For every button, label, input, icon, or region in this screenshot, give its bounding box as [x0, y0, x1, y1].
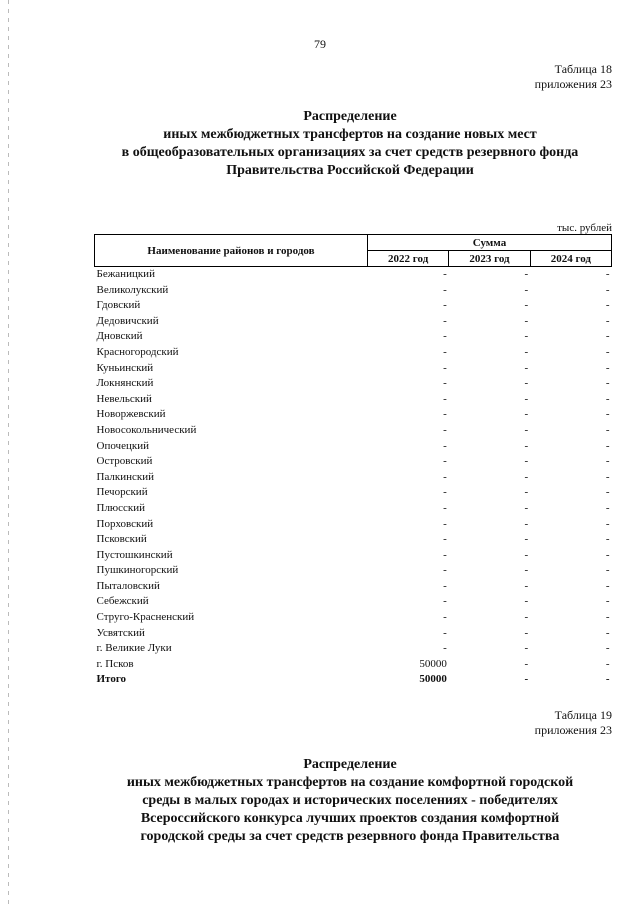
table-18-appendix: приложения 23 — [534, 77, 612, 91]
value-2023: - — [524, 377, 529, 390]
value-2023: - — [524, 330, 529, 343]
table-row — [95, 392, 612, 408]
district-name: Бежаницкий — [96, 268, 155, 280]
value-2022: - — [443, 392, 447, 405]
value-2022: - — [443, 377, 447, 390]
total-label: Итого — [96, 673, 127, 686]
value-2022: - — [443, 611, 447, 624]
value-2022: - — [443, 579, 447, 592]
district-name: г. Великие Луки — [96, 642, 172, 655]
district-name: Печорский — [96, 486, 148, 499]
value-2022: - — [443, 548, 447, 561]
table-row — [95, 548, 612, 564]
value-2023: - — [524, 673, 529, 686]
table-row — [95, 423, 612, 439]
value-2023: - — [524, 533, 529, 546]
district-name: Новосокольнический — [96, 423, 197, 436]
value-2022: - — [443, 330, 447, 343]
value-2024: - — [605, 533, 610, 546]
value-2022: - — [443, 501, 447, 514]
table-body — [95, 267, 612, 689]
district-name: Островский — [96, 455, 153, 468]
value-2024: - — [605, 283, 610, 296]
table-row — [95, 329, 612, 345]
value-2023: - — [524, 423, 529, 436]
value-2022: - — [443, 361, 447, 374]
value-2024: - — [605, 314, 610, 327]
column-header-2023: 2023 год — [449, 251, 530, 267]
value-2023: - — [524, 345, 529, 358]
value-2023: - — [524, 486, 529, 499]
value-2022: - — [443, 455, 447, 468]
table-row — [95, 376, 612, 392]
table-row — [95, 579, 612, 595]
value-2023: - — [524, 439, 529, 452]
table-19-appendix: приложения 23 — [534, 723, 612, 737]
title-line: Распределение — [303, 109, 397, 124]
table-18-reference — [535, 62, 612, 92]
table-row — [95, 532, 612, 548]
district-name: Себежский — [96, 595, 149, 608]
column-header-2022: 2022 год — [368, 251, 449, 267]
currency-unit: тыс. рублей — [557, 222, 612, 234]
value-2023: - — [524, 470, 529, 483]
value-2022: - — [443, 423, 447, 436]
value-2023: - — [524, 517, 529, 530]
value-2023: - — [524, 268, 529, 280]
table-19-reference — [535, 708, 612, 738]
value-2022: - — [443, 486, 447, 499]
district-name: г. Псков — [96, 657, 134, 670]
table-row — [95, 267, 612, 283]
value-2024: - — [605, 330, 610, 343]
value-2023: - — [524, 657, 529, 670]
value-2022: - — [443, 470, 447, 483]
value-2024: - — [605, 439, 610, 452]
value-2023: - — [524, 595, 529, 608]
value-2023: - — [524, 626, 529, 639]
title-line: Правительства Российской Федерации — [226, 163, 474, 178]
table-row — [95, 626, 612, 642]
value-2024: - — [605, 579, 610, 592]
table-row — [95, 610, 612, 626]
table-row — [95, 361, 612, 377]
page-number: 79 — [314, 37, 326, 51]
value-2024: - — [605, 611, 610, 624]
table-row — [95, 517, 612, 533]
district-name: Великолукский — [96, 283, 169, 296]
value-2024: - — [605, 673, 610, 686]
value-2022: - — [443, 439, 447, 452]
title-line: в общеобразовательных организациях за счет средств резервного фонда — [121, 145, 579, 160]
district-name: Псковский — [96, 533, 147, 546]
value-2024: - — [605, 486, 610, 499]
district-name: Опочецкий — [96, 439, 149, 452]
value-2022: - — [443, 626, 447, 639]
table-row — [95, 407, 612, 423]
value-2023: - — [524, 579, 529, 592]
value-2023: - — [524, 392, 529, 405]
total-row — [95, 672, 612, 688]
table-19-number: Таблица 19 — [554, 708, 612, 722]
table-row — [95, 501, 612, 517]
district-name: Усвятский — [96, 626, 145, 639]
value-2022: - — [443, 408, 447, 421]
value-2023: - — [524, 501, 529, 514]
value-2023: - — [524, 455, 529, 468]
value-2023: - — [524, 283, 529, 296]
value-2024: - — [605, 626, 610, 639]
district-name: Куньинский — [96, 361, 154, 374]
title-line: городской среды за счет средств резервного фонда Правительства — [140, 829, 560, 844]
table-row — [95, 314, 612, 330]
district-name: Пушкиногорский — [96, 564, 179, 577]
value-2024: - — [605, 299, 610, 312]
table-18-title — [60, 108, 640, 180]
district-name: Локнянский — [96, 377, 154, 390]
table-row — [95, 594, 612, 610]
value-2024: - — [605, 408, 610, 421]
value-2023: - — [524, 299, 529, 312]
value-2024: - — [605, 517, 610, 530]
value-2022: - — [443, 517, 447, 530]
district-name: Красногородский — [96, 345, 179, 358]
title-line: среды в малых городах и исторических поселениях - победителях — [142, 793, 558, 808]
value-2022: 50000 — [419, 657, 447, 670]
value-2023: - — [524, 314, 529, 327]
transfers-table — [94, 234, 612, 688]
title-line: иных межбюджетных трансфертов на создание комфортной городской — [126, 775, 574, 790]
district-name: Палкинский — [96, 470, 155, 483]
value-2024: - — [605, 268, 610, 280]
value-2024: - — [605, 392, 610, 405]
table-row — [95, 657, 612, 673]
table-18-number: Таблица 18 — [554, 62, 612, 76]
district-name: Гдовский — [96, 299, 141, 312]
district-name: Порховский — [96, 517, 154, 530]
table-row — [95, 439, 612, 455]
value-2023: - — [524, 361, 529, 374]
value-2022: - — [443, 345, 447, 358]
value-2024: - — [605, 345, 610, 358]
value-2024: - — [605, 361, 610, 374]
table-row — [95, 641, 612, 657]
value-2024: - — [605, 564, 610, 577]
district-name: Дедовичский — [96, 314, 159, 327]
value-2024: - — [605, 501, 610, 514]
value-2024: - — [605, 595, 610, 608]
district-name: Плюсский — [96, 501, 146, 514]
value-2024: - — [605, 455, 610, 468]
column-header-sum: Сумма — [368, 235, 612, 251]
title-line: Распределение — [303, 757, 397, 772]
table-row — [95, 345, 612, 361]
district-name: Пыталовский — [96, 579, 160, 592]
value-2023: - — [524, 548, 529, 561]
value-2024: - — [605, 470, 610, 483]
title-line: иных межбюджетных трансфертов на создание новых мест — [163, 127, 537, 142]
table-row — [95, 470, 612, 486]
district-name: Невельский — [96, 392, 152, 405]
value-2022: - — [443, 595, 447, 608]
value-2022: - — [443, 533, 447, 546]
title-line: Всероссийского конкурса лучших проектов создания комфортной — [140, 811, 560, 826]
value-2024: - — [605, 642, 610, 655]
district-name: Дновский — [96, 330, 143, 343]
table-row — [95, 485, 612, 501]
value-2023: - — [524, 642, 529, 655]
district-name: Пустошкинский — [96, 548, 173, 561]
column-header-name: Наименование районов и городов — [95, 235, 368, 267]
scan-edge — [8, 0, 9, 905]
value-2024: - — [605, 377, 610, 390]
value-2024: - — [605, 657, 610, 670]
district-name: Новоржевский — [96, 408, 166, 421]
table-row — [95, 283, 612, 299]
table-row — [95, 563, 612, 579]
value-2022: - — [443, 314, 447, 327]
table-row — [95, 454, 612, 470]
value-2022: - — [443, 299, 447, 312]
value-2022: - — [443, 268, 447, 280]
district-name: Струго-Красненский — [96, 611, 195, 624]
value-2023: - — [524, 408, 529, 421]
value-2022: - — [443, 564, 447, 577]
value-2022: 50000 — [419, 673, 447, 686]
table-19-title — [60, 756, 640, 846]
column-header-2024: 2024 год — [530, 251, 611, 267]
table-row — [95, 298, 612, 314]
value-2022: - — [443, 283, 447, 296]
value-2024: - — [605, 423, 610, 436]
value-2023: - — [524, 564, 529, 577]
value-2024: - — [605, 548, 610, 561]
value-2022: - — [443, 642, 447, 655]
value-2023: - — [524, 611, 529, 624]
